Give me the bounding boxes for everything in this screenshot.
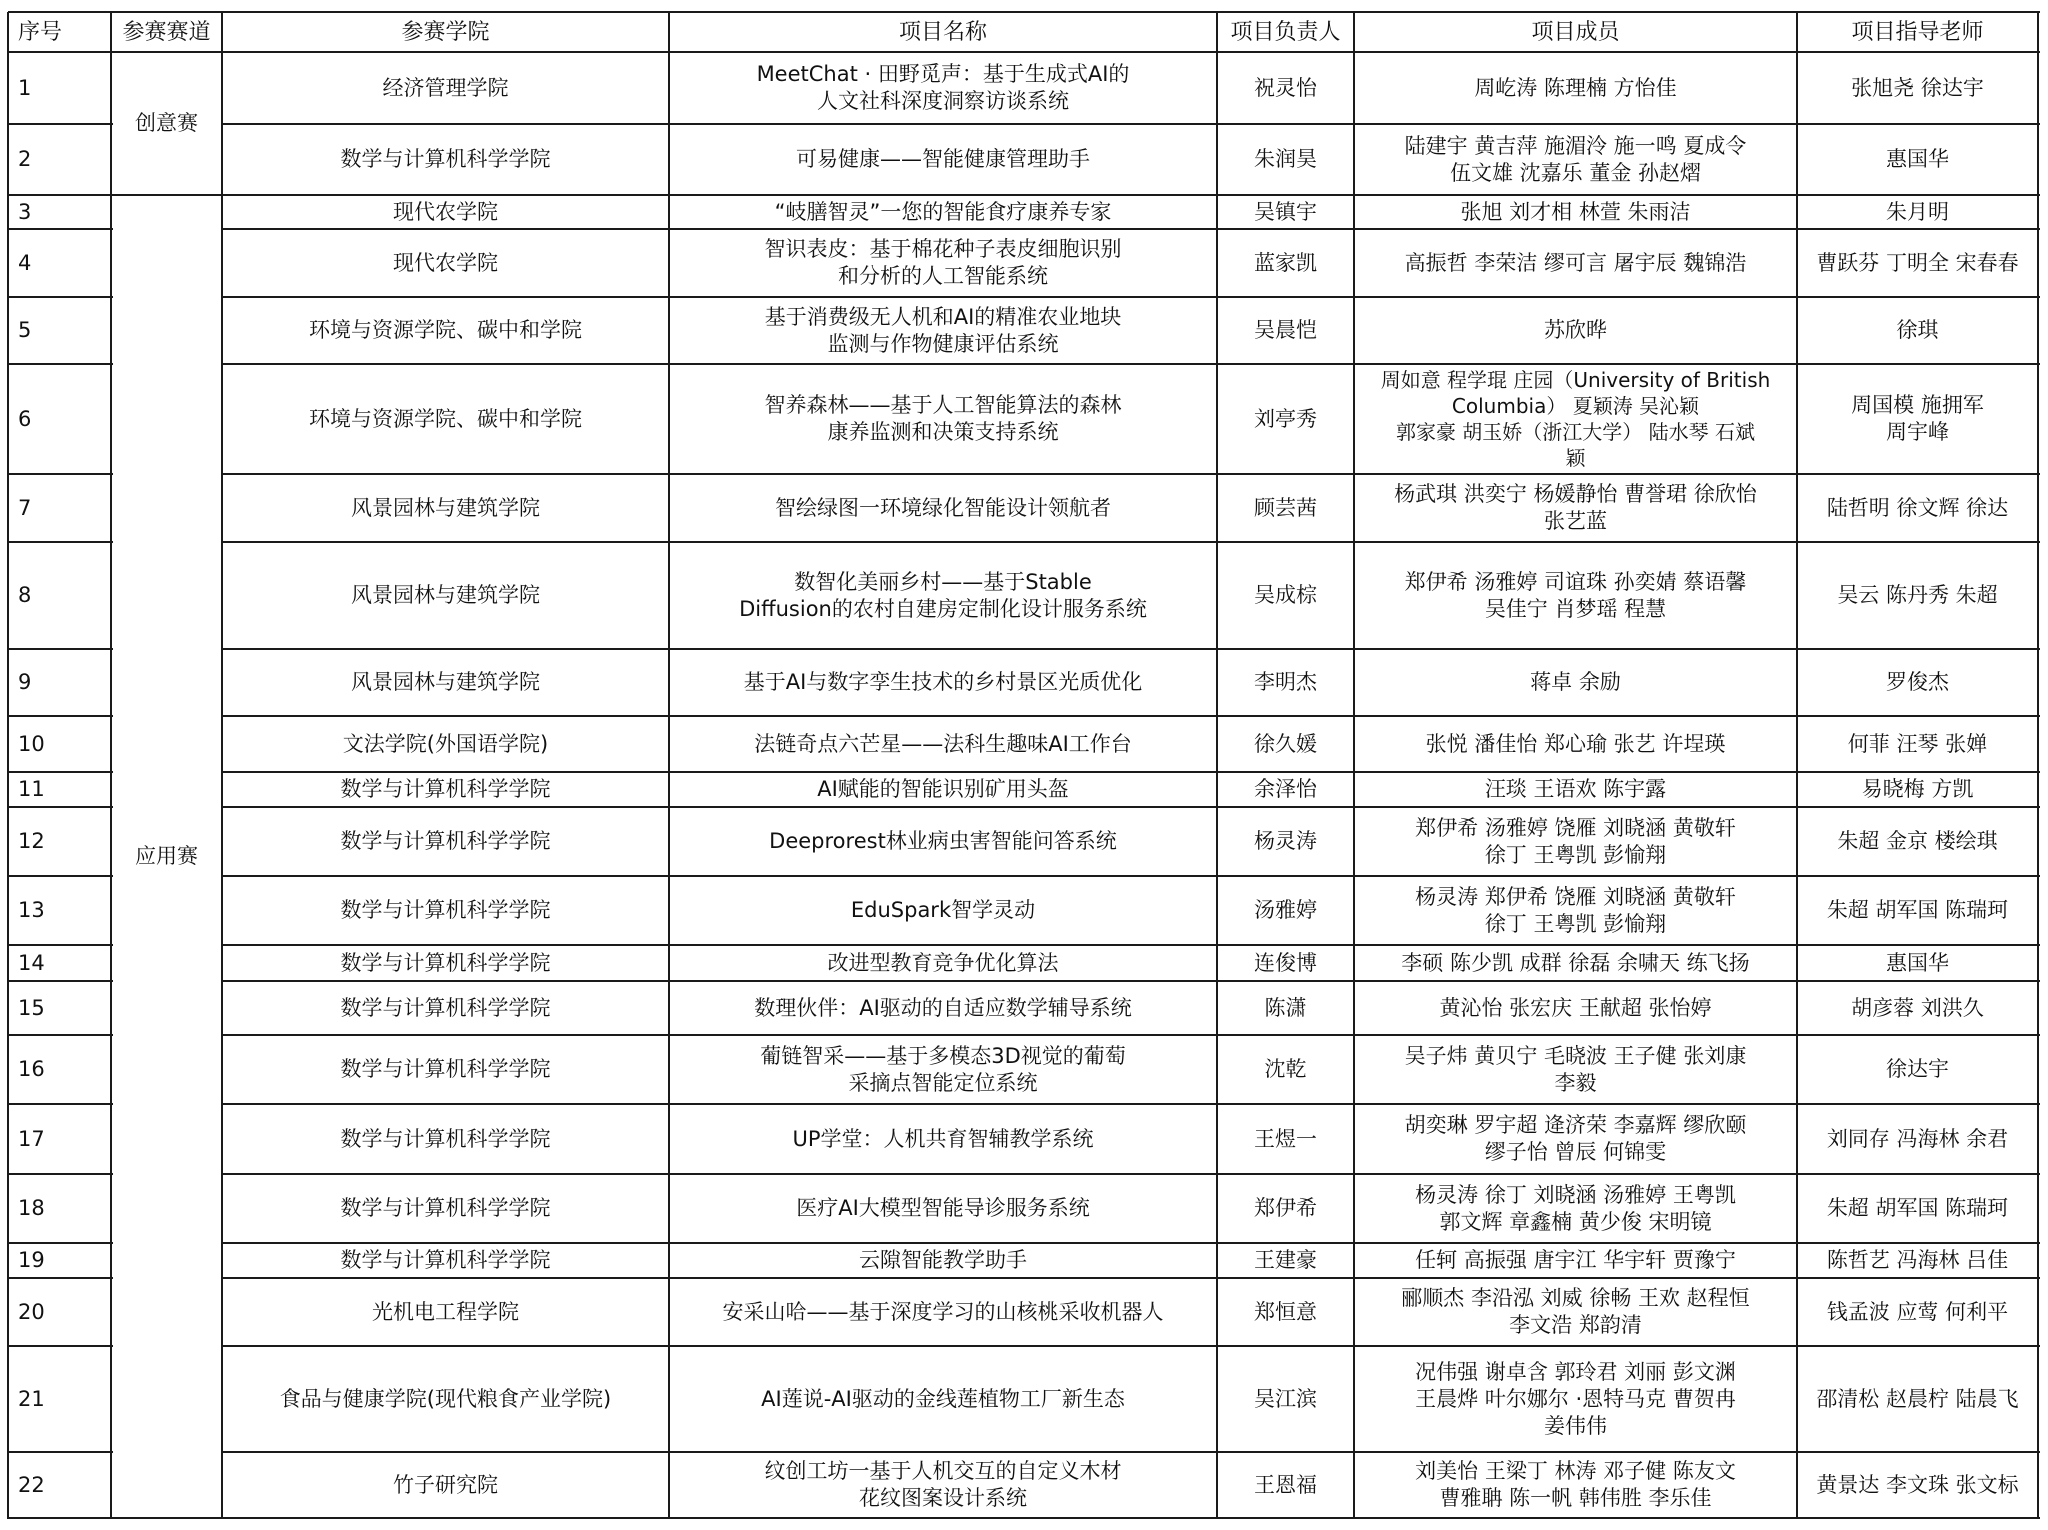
members-cell: 刘美怡 王梁丁 林涛 邓子健 陈友文 曹雅聃 陈一帆 韩伟胜 李乐佳 [1415,1459,1736,1510]
row-border [8,1277,113,1279]
row-border [8,648,113,650]
project-name-cell: 数智化美丽乡村——基于Stable Diffusion的农村自建房定制化设计服务系统 [739,569,1147,621]
college-cell: 数学与计算机科学学院 [340,1196,551,1220]
row-number-cell: 4 [18,250,32,275]
members-cell: 杨灵涛 徐丁 刘晓涵 汤雅婷 王粤凯 郭文辉 章鑫楠 黄少俊 宋明镜 [1415,1182,1736,1234]
project-name-cell: 葡链智采——基于多模态3D视觉的葡萄 采摘点智能定位系统 [760,1043,1126,1095]
row-number-cell: 5 [18,318,32,342]
row-border [8,51,2040,53]
advisor-cell: 徐琪 [1896,318,1939,342]
members-cell: 杨灵涛 郑伊希 饶雁 刘晓涵 黄敬轩 徐丁 王粤凯 彭愉翔 [1415,884,1736,936]
leader-cell: 顾芸茜 [1254,495,1317,520]
row-border [8,715,113,717]
project-name-cell: 智识表皮：基于棉花种子表皮细胞识别 和分析的人工智能系统 [764,237,1122,288]
row-border [222,980,2040,982]
project-name-cell: Deeprorest林业病虫害智能问答系统 [769,829,1117,853]
row-number-cell: 20 [18,1299,45,1324]
row-border [222,228,2040,230]
college-cell: 环境与资源学院、碳中和学院 [309,406,582,431]
row-border [8,806,113,808]
row-border [222,296,2040,298]
column-border [1216,12,1218,1519]
header-leader: 项目负责人 [1230,19,1341,45]
project-name-cell: MeetChat · 田野觅声：基于生成式AI的 人文社科深度洞察访谈系统 [756,62,1130,113]
leader-cell: 郑伊希 [1254,1196,1317,1220]
project-name-cell: 基于AI与数字孪生技术的乡村景区光质优化 [743,670,1143,694]
row-border [8,1345,113,1347]
advisor-cell: 张旭尧 徐达宇 [1851,75,1984,100]
members-cell: 吴子炜 黄贝宁 毛晓波 王子健 张刘康 李毅 [1404,1043,1747,1095]
leader-cell: 郑恒意 [1254,1299,1317,1324]
leader-cell: 吴镇宇 [1254,199,1317,224]
members-cell: 杨武琪 洪奕宁 杨媛静怡 曹誉珺 徐欣怡 张艺蓝 [1394,482,1757,533]
members-cell: 蒋卓 余励 [1530,670,1621,694]
project-name-cell: 可易健康——智能健康管理助手 [796,147,1090,171]
college-cell: 文法学院(外国语学院) [342,731,549,756]
college-cell: 风景园林与建筑学院 [351,583,540,607]
row-number-cell: 1 [18,75,32,100]
row-border [222,1345,2040,1347]
project-name-cell: 智养森林——基于人工智能算法的森林 康养监测和决策支持系统 [764,393,1122,444]
row-number-cell: 14 [18,950,45,975]
members-cell: 况伟强 谢卓含 郭玲君 刘丽 彭文渊 王晨烨 叶尔娜尔 ·恩特马克 曹贺冉 姜伟伟 [1415,1359,1736,1438]
advisor-cell: 朱超 金京 楼绘琪 [1837,829,1998,853]
college-cell: 数学与计算机科学学院 [340,777,551,801]
project-name-cell: 法链奇点六芒星——法科生趣味AI工作台 [754,731,1132,756]
header-advisor: 项目指导老师 [1851,19,1984,45]
advisor-cell: 邵清松 赵晨柠 陆晨飞 [1816,1386,2019,1411]
college-cell: 数学与计算机科学学院 [340,1126,551,1151]
college-cell: 光机电工程学院 [372,1299,519,1324]
project-name-cell: 智绘绿图一环境绿化智能设计领航者 [775,495,1111,520]
row-border [8,296,113,298]
advisor-cell: 何菲 汪琴 张婵 [1847,731,1988,756]
column-border [1353,12,1355,1519]
row-border [8,944,113,946]
college-cell: 风景园林与建筑学院 [351,495,540,520]
advisor-cell: 惠国华 [1886,950,1949,975]
leader-cell: 吴江滨 [1254,1386,1317,1411]
column-border [668,12,670,1519]
row-border [222,648,2040,650]
advisor-cell: 朱月明 [1886,199,1949,224]
college-cell: 数学与计算机科学学院 [340,995,551,1020]
row-number-cell: 10 [18,731,45,756]
row-border [222,123,2040,125]
advisor-cell: 罗俊杰 [1886,670,1949,694]
column-border [7,12,9,1519]
project-name-cell: 纹创工坊一基于人机交互的自定义木材 花纹图案设计系统 [764,1459,1122,1510]
header-members: 项目成员 [1531,19,1620,45]
advisor-cell: 惠国华 [1886,147,1949,171]
members-cell: 苏欣晔 [1544,318,1607,342]
row-border [8,194,2040,196]
row-border [222,541,2040,543]
row-number-cell: 2 [18,147,32,171]
leader-cell: 连俊博 [1254,950,1317,975]
track-cell: 创意赛 [135,111,198,135]
row-border [222,363,2040,365]
project-name-cell: 数理伙伴：AI驱动的自适应数学辅导系统 [754,995,1132,1020]
row-border [8,1451,113,1453]
header-track: 参赛赛道 [122,19,211,45]
row-number-cell: 16 [18,1057,45,1081]
row-border [8,123,113,125]
project-name-cell: AI莲说-AI驱动的金线莲植物工厂新生态 [761,1386,1125,1411]
leader-cell: 李明杰 [1254,670,1317,694]
row-border [8,771,113,773]
row-number-cell: 11 [18,777,45,801]
row-number-cell: 12 [18,829,45,853]
row-number-cell: 3 [18,199,32,224]
row-border [222,806,2040,808]
row-number-cell: 9 [18,670,32,694]
row-border [222,944,2040,946]
advisor-cell: 黄景达 李文珠 张文标 [1816,1472,2019,1497]
members-cell: 汪琰 王语欢 陈宇露 [1484,777,1667,801]
advisor-cell: 陆哲明 徐文辉 徐达 [1826,495,2009,520]
members-cell: 郦顺杰 李沿泓 刘威 徐畅 王欢 赵程恒 李文浩 郑韵清 [1401,1286,1750,1337]
header-row-number: 序号 [18,19,63,45]
advisor-cell: 朱超 胡军国 陈瑞珂 [1826,898,2009,922]
college-cell: 数学与计算机科学学院 [340,950,551,975]
advisor-cell: 朱超 胡军国 陈瑞珂 [1826,1196,2009,1220]
row-number-cell: 7 [18,495,32,520]
members-cell: 高振哲 李荣洁 缪可言 屠宇辰 魏锦浩 [1404,250,1747,275]
leader-cell: 沈乾 [1264,1057,1307,1081]
members-cell: 张悦 潘佳怡 郑心瑜 张艺 许埕瑛 [1425,731,1726,756]
advisor-cell: 钱孟波 应莺 何利平 [1826,1299,2009,1324]
college-cell: 竹子研究院 [393,1472,498,1497]
college-cell: 环境与资源学院、碳中和学院 [309,318,582,342]
leader-cell: 陈潇 [1264,995,1307,1020]
row-number-cell: 22 [18,1472,45,1497]
members-cell: 周如意 程学琨 庄园（University of British Columbia） 夏颖涛 吴沁颖 郭家豪 胡玉娇（浙江大学） 陆水琴 石斌 颖 [1380,368,1771,470]
college-cell: 数学与计算机科学学院 [340,147,551,171]
leader-cell: 汤雅婷 [1254,898,1317,922]
project-name-cell: 医疗AI大模型智能导诊服务系统 [796,1196,1090,1220]
college-cell: 经济管理学院 [382,75,509,100]
leader-cell: 朱润昊 [1254,147,1317,171]
row-border [8,228,113,230]
row-border [222,1277,2040,1279]
advisor-cell: 曹跃芬 丁明全 宋春春 [1816,250,2019,275]
row-border [8,1034,113,1036]
row-number-cell: 18 [18,1196,45,1220]
row-number-cell: 15 [18,995,45,1020]
project-name-cell: UP学堂：人机共育智辅教学系统 [792,1126,1094,1151]
row-number-cell: 17 [18,1126,45,1151]
row-border [8,1173,113,1175]
project-name-cell: AI赋能的智能识别矿用头盔 [817,777,1069,801]
header-college: 参赛学院 [401,19,490,45]
college-cell: 数学与计算机科学学院 [340,829,551,853]
row-border [8,1242,113,1244]
leader-cell: 王恩福 [1254,1472,1317,1497]
advisor-cell: 易晓梅 方凯 [1861,777,1974,801]
leader-cell: 杨灵涛 [1254,829,1317,853]
row-border [222,1173,2040,1175]
row-border [222,473,2040,475]
row-border [222,1034,2040,1036]
row-number-cell: 8 [18,583,32,607]
leader-cell: 吴晨恺 [1254,318,1317,342]
project-name-cell: 安采山哈——基于深度学习的山核桃采收机器人 [722,1299,1164,1324]
members-cell: 周屹涛 陈理楠 方怡佳 [1474,75,1677,100]
leader-cell: 徐久媛 [1254,731,1317,756]
row-border [8,473,113,475]
row-border [222,1451,2040,1453]
college-cell: 数学与计算机科学学院 [340,898,551,922]
members-cell: 胡奕琳 罗宇超 逄济荣 李嘉辉 缪欣颐 缪子怡 曾辰 何锦雯 [1404,1113,1747,1164]
advisor-cell: 吴云 陈丹秀 朱超 [1837,583,1998,607]
leader-cell: 王建豪 [1254,1248,1317,1272]
college-cell: 风景园林与建筑学院 [351,670,540,694]
row-number-cell: 21 [18,1386,45,1411]
project-name-cell: 云隙智能教学助手 [859,1248,1027,1272]
row-border [222,715,2040,717]
leader-cell: 余泽怡 [1254,777,1317,801]
college-cell: 现代农学院 [393,250,498,275]
members-cell: 郑伊希 汤雅婷 司谊珠 孙奕婧 蔡语馨 吴佳宁 肖梦瑶 程慧 [1404,569,1747,621]
row-border [8,541,113,543]
leader-cell: 刘亭秀 [1254,406,1317,431]
row-border [8,875,113,877]
project-name-cell: 改进型教育竞争优化算法 [827,950,1059,975]
row-border [222,1242,2040,1244]
members-cell: 郑伊希 汤雅婷 饶雁 刘晓涵 黄敬轩 徐丁 王粤凯 彭愉翔 [1415,815,1736,867]
column-border [110,12,112,1519]
row-border [8,980,113,982]
column-border [1796,12,1798,1519]
row-border [222,875,2040,877]
row-number-cell: 13 [18,898,45,922]
header-project-name: 项目名称 [898,19,987,45]
advisor-cell: 徐达宇 [1886,1057,1949,1081]
advisor-cell: 刘同存 冯海林 余君 [1826,1126,2009,1151]
advisor-cell: 胡彦蓉 刘洪久 [1851,995,1984,1020]
leader-cell: 吴成棕 [1254,583,1317,607]
college-cell: 数学与计算机科学学院 [340,1248,551,1272]
row-number-cell: 19 [18,1248,45,1272]
college-cell: 数学与计算机科学学院 [340,1057,551,1081]
advisor-cell: 陈哲艺 冯海林 吕佳 [1826,1248,2009,1272]
project-name-cell: 基于消费级无人机和AI的精准农业地块 监测与作物健康评估系统 [764,304,1122,356]
project-name-cell: “岐膳智灵”一您的智能食疗康养专家 [774,199,1112,224]
row-border [222,771,2040,773]
members-cell: 陆建宇 黄吉萍 施湄泠 施一鸣 夏成令 伍文雄 沈嘉乐 董金 孙赵熠 [1404,133,1747,185]
leader-cell: 蓝家凯 [1254,250,1317,275]
column-border [221,12,223,1519]
leader-cell: 王煜一 [1254,1126,1317,1151]
college-cell: 现代农学院 [393,199,498,224]
row-border [8,11,2040,13]
row-border [8,363,113,365]
leader-cell: 祝灵怡 [1254,75,1317,100]
members-cell: 李硕 陈少凯 成群 徐磊 余啸天 练飞扬 [1401,950,1750,975]
row-border [8,1517,2040,1519]
members-cell: 黄沁怡 张宏庆 王献超 张怡婷 [1439,995,1712,1020]
college-cell: 食品与健康学院(现代粮食产业学院) [279,1386,612,1411]
members-cell: 任轲 高振强 唐宇江 华宇轩 贾豫宁 [1415,1248,1736,1272]
track-cell: 应用赛 [135,844,198,868]
members-cell: 张旭 刘才相 林萱 朱雨洁 [1460,199,1691,224]
advisor-cell: 周国模 施拥军 周宇峰 [1851,393,1984,444]
column-border [2037,12,2039,1519]
project-name-cell: EduSpark智学灵动 [850,898,1036,922]
row-border [222,1103,2040,1105]
row-number-cell: 6 [18,406,32,431]
row-border [8,1103,113,1105]
